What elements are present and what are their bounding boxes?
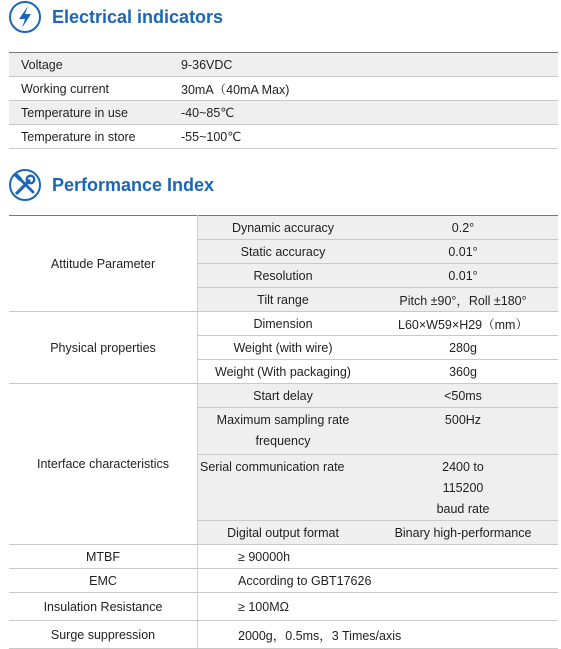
param-label: Weight (With packaging) (198, 360, 369, 384)
wrench-screwdriver-icon (8, 168, 42, 202)
row-value: -55~100℃ (169, 125, 558, 149)
group-label: Attitude Parameter (9, 216, 198, 312)
row-label: EMC (9, 569, 198, 593)
row-value: -40~85℃ (169, 101, 558, 125)
performance-section-header (8, 168, 214, 202)
row-label: Temperature in use (9, 101, 169, 125)
table-row (9, 384, 558, 408)
group-label: Physical properties (9, 312, 198, 384)
table-row (9, 53, 558, 77)
param-value: 0.01° (368, 264, 558, 288)
param-label: Digital output format (198, 521, 369, 545)
param-value: L60×W59×H29（mm） (368, 312, 558, 336)
table-row (9, 125, 558, 149)
performance-title: Performance Index (52, 174, 215, 195)
row-value: ≥ 100MΩ (198, 593, 559, 621)
row-value: ≥ 90000h (198, 545, 559, 569)
param-value: Pitch ±90°，Roll ±180° (368, 288, 558, 312)
table-row (9, 545, 558, 569)
performance-table (9, 215, 558, 649)
param-value: 500Hz (368, 408, 558, 455)
electrical-section-header (8, 0, 223, 34)
table-row (9, 621, 558, 649)
row-label: Working current (9, 77, 169, 101)
row-label: Surge suppression (9, 621, 198, 649)
param-label: Serial communication rate (198, 455, 369, 521)
param-label: Start delay (198, 384, 369, 408)
row-label: Temperature in store (9, 125, 169, 149)
param-label: Maximum sampling rate frequency (198, 408, 369, 455)
row-label: Voltage (9, 53, 169, 77)
param-value: <50ms (368, 384, 558, 408)
param-label: Weight (with wire) (198, 336, 369, 360)
param-value: 0.2° (368, 216, 558, 240)
row-value: 9-36VDC (169, 53, 558, 77)
table-row (9, 216, 558, 240)
electrical-table (9, 52, 558, 149)
table-row (9, 312, 558, 336)
param-label: Dynamic accuracy (198, 216, 369, 240)
param-label: Resolution (198, 264, 369, 288)
row-label: Insulation Resistance (9, 593, 198, 621)
electrical-title: Electrical indicators (52, 6, 224, 27)
lightning-bolt-icon (8, 0, 42, 34)
param-value: 0.01° (368, 240, 558, 264)
row-value: 2000g，0.5ms，3 Times/axis (198, 621, 559, 649)
row-label: MTBF (9, 545, 198, 569)
group-label: Interface characteristics (9, 384, 198, 545)
row-value: 30mA（40mA Max) (169, 77, 558, 101)
param-value: 2400 to 115200 baud rate (368, 455, 558, 521)
param-label: Tilt range (198, 288, 369, 312)
param-label: Static accuracy (198, 240, 369, 264)
table-row (9, 77, 558, 101)
table-row (9, 101, 558, 125)
row-value: According to GBT17626 (198, 569, 559, 593)
param-value: 360g (368, 360, 558, 384)
param-label: Dimension (198, 312, 369, 336)
table-row (9, 569, 558, 593)
table-row (9, 593, 558, 621)
param-value: Binary high-performance (368, 521, 558, 545)
param-value: 280g (368, 336, 558, 360)
